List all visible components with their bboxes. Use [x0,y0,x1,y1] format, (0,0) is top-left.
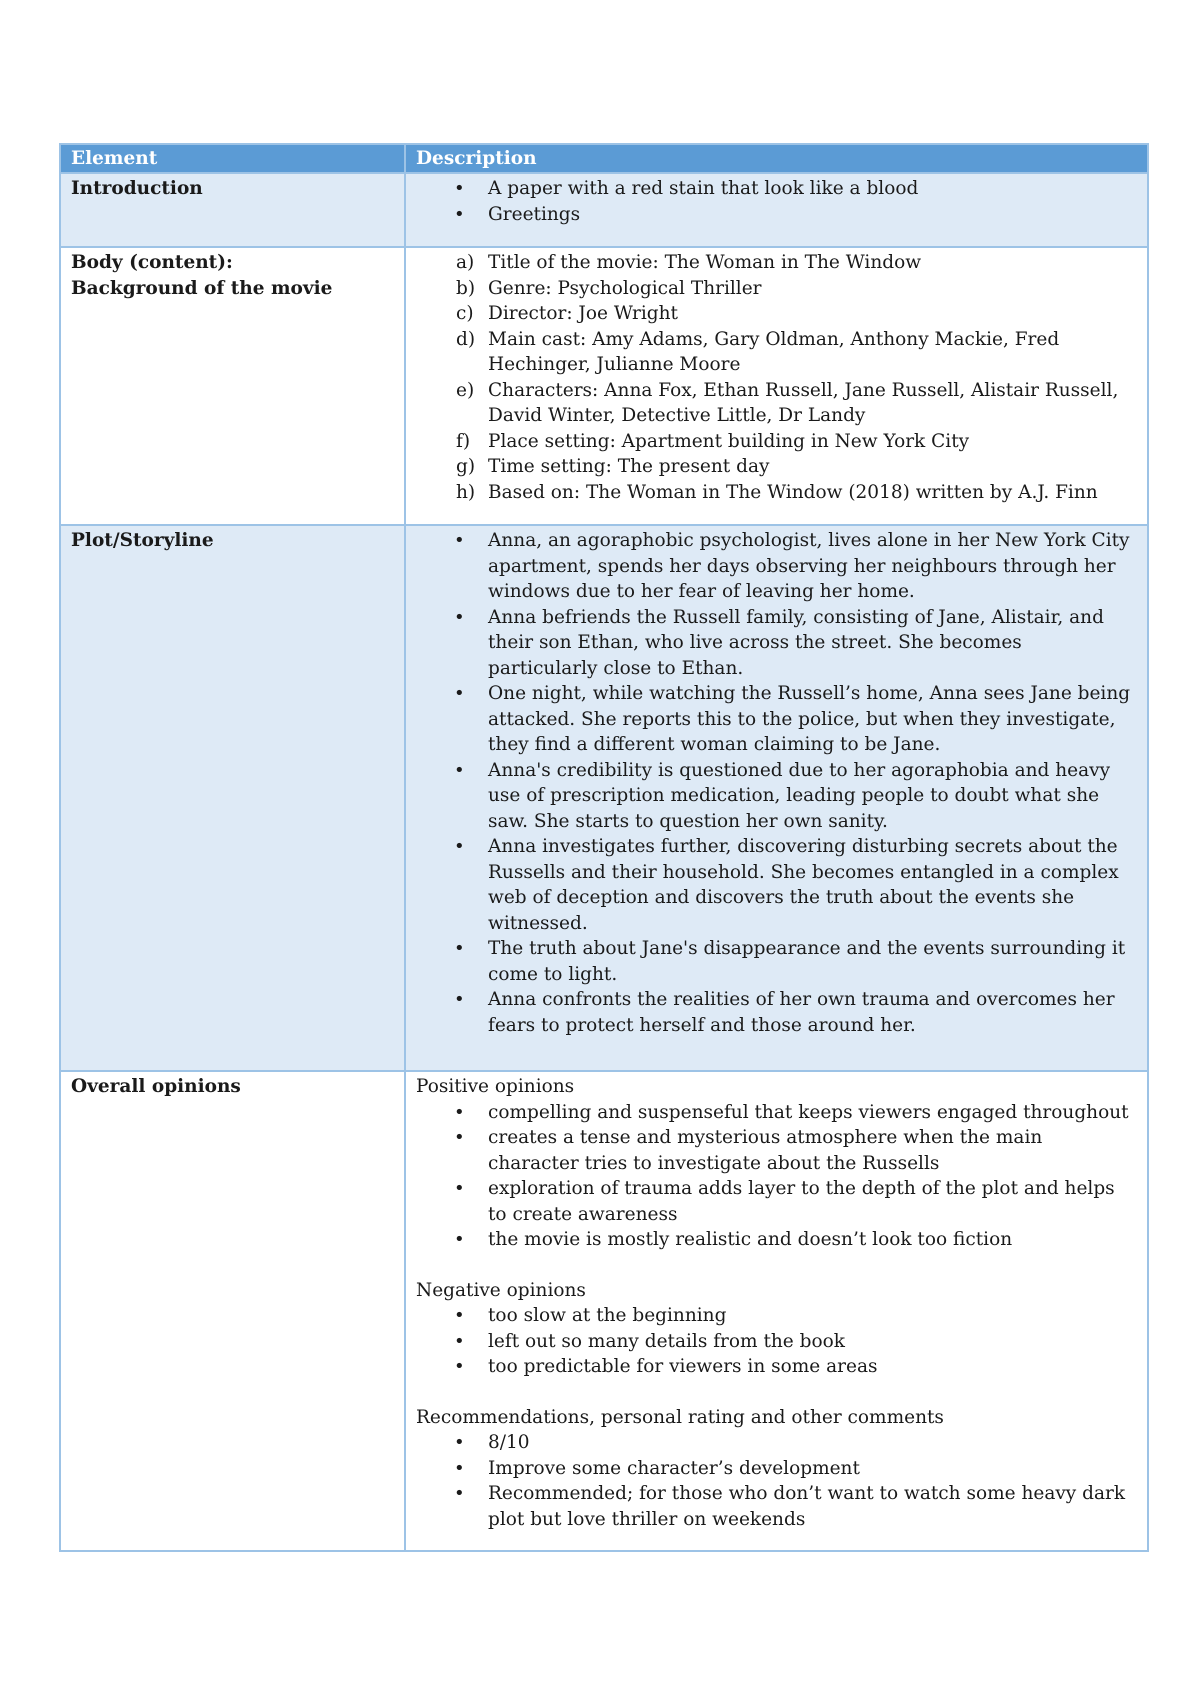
positive-heading: Positive opinions [416,1076,575,1097]
list-item [416,378,1135,429]
recommend-heading: Recommendations, personal rating and other comments [416,1406,944,1428]
list-item: • Anna's credibility is questioned due to her agoraphobia and heavy use of prescription medication, leading people to doubt what she saw. She starts to question her own sanity. [416,758,1135,835]
list-item-text: Time setting: The present day [488,456,770,477]
list-item [416,276,1135,302]
list-item: • left out so many details from the book [416,1329,1135,1355]
list-item-text: Director: Joe Wright [488,303,678,324]
list-marker: a) [456,252,475,273]
list-marker: h) [456,481,476,503]
row-opinions [60,1071,1148,1551]
plot-list [416,528,1135,1038]
positive-list [416,1100,1135,1253]
list-item: • Anna confronts the realities of her own trauma and overcomes her fears to protect herself and those around her. [416,987,1135,1038]
list-item: • compelling and suspenseful that keeps viewers engaged throughout [416,1100,1135,1126]
list-marker: c) [456,303,474,324]
list-item [416,250,1135,276]
list-item: • Recommended; for those who don’t want to watch some heavy dark plot but love thriller on weekends [416,1481,1135,1532]
movie-review-table [59,143,1149,1552]
list-item [416,301,1135,327]
list-item [416,327,1135,378]
list-item: • 8/10 [416,1430,1135,1456]
negative-heading: Negative opinions [416,1279,586,1301]
list-item-text: Main cast: Amy Adams, Gary Oldman, Anthony Mackie, Fred Hechinger, Julianne Moore [488,328,1060,375]
list-marker: b) [456,277,476,299]
spacer [416,1253,1135,1278]
introduction-description [405,173,1148,247]
list-item: • Anna befriends the Russell family, consisting of Jane, Alistair, and their son Ethan, who live across the street. She becomes particularly close to Ethan. [416,605,1135,682]
list-item: • too slow at the beginning [416,1303,1135,1329]
list-item-text: Place setting: Apartment building in New York City [488,430,970,452]
list-item-text: Characters: Anna Fox, Ethan Russell, Jane Russell, Alistair Russell, David Winter, Detective Little, Dr Landy [488,379,1119,426]
list-item: • Improve some character’s development [416,1456,1135,1482]
opinions-description [405,1071,1148,1551]
introduction-list [416,176,1135,227]
header-description: Description [405,144,1148,173]
plot-description [405,525,1148,1071]
row-plot [60,525,1148,1071]
list-item [416,480,1135,506]
list-item: • creates a tense and mysterious atmosphere when the main character tries to investigate about the Russells [416,1125,1135,1176]
list-item: • Anna, an agoraphobic psychologist, lives alone in her New York City apartment, spends her days observing her neighbours through her windows due to her fear of leaving her home. [416,528,1135,605]
list-item-text: Title of the movie: The Woman in The Window [488,252,922,273]
opinions-label: Overall opinions [60,1071,405,1551]
list-item: • One night, while watching the Russell’s home, Anna sees Jane being attacked. She reports this to the police, but when they investigate, they find a different woman claiming to be Jane. [416,681,1135,758]
list-item [416,454,1135,480]
body-label: Body (content): [71,252,233,273]
list-item: • Greetings [416,202,1135,228]
header-element: Element [60,144,405,173]
list-item: • A paper with a red stain that look like a blood [416,176,1135,202]
list-marker: g) [456,456,476,477]
list-marker: f) [456,430,471,452]
negative-list [416,1303,1135,1380]
recommend-list [416,1430,1135,1532]
plot-label: Plot/Storyline [60,525,405,1071]
list-item-text: Genre: Psychological Thriller [488,277,762,299]
table-header-row [60,144,1148,173]
body-sublabel: Background of the movie [71,277,333,299]
list-item: • exploration of trauma adds layer to the depth of the plot and helps to create awareness [416,1176,1135,1227]
row-body [60,247,1148,525]
background-list [416,250,1135,505]
body-description [405,247,1148,525]
list-item: • the movie is mostly realistic and doesn’t look too fiction [416,1227,1135,1253]
list-item [416,429,1135,455]
list-item: • Anna investigates further, discovering disturbing secrets about the Russells and their household. She becomes entangled in a complex web of deception and discovers the truth about the events she witnessed. [416,834,1135,936]
spacer [416,1380,1135,1405]
body-label-cell [60,247,405,525]
row-introduction [60,173,1148,247]
introduction-label: Introduction [60,173,405,247]
list-item: • too predictable for viewers in some areas [416,1354,1135,1380]
list-marker: e) [456,379,475,401]
list-item: • The truth about Jane's disappearance and the events surrounding it come to light. [416,936,1135,987]
list-marker: d) [456,328,476,350]
list-item-text: Based on: The Woman in The Window (2018) written by A.J. Finn [488,481,1098,503]
